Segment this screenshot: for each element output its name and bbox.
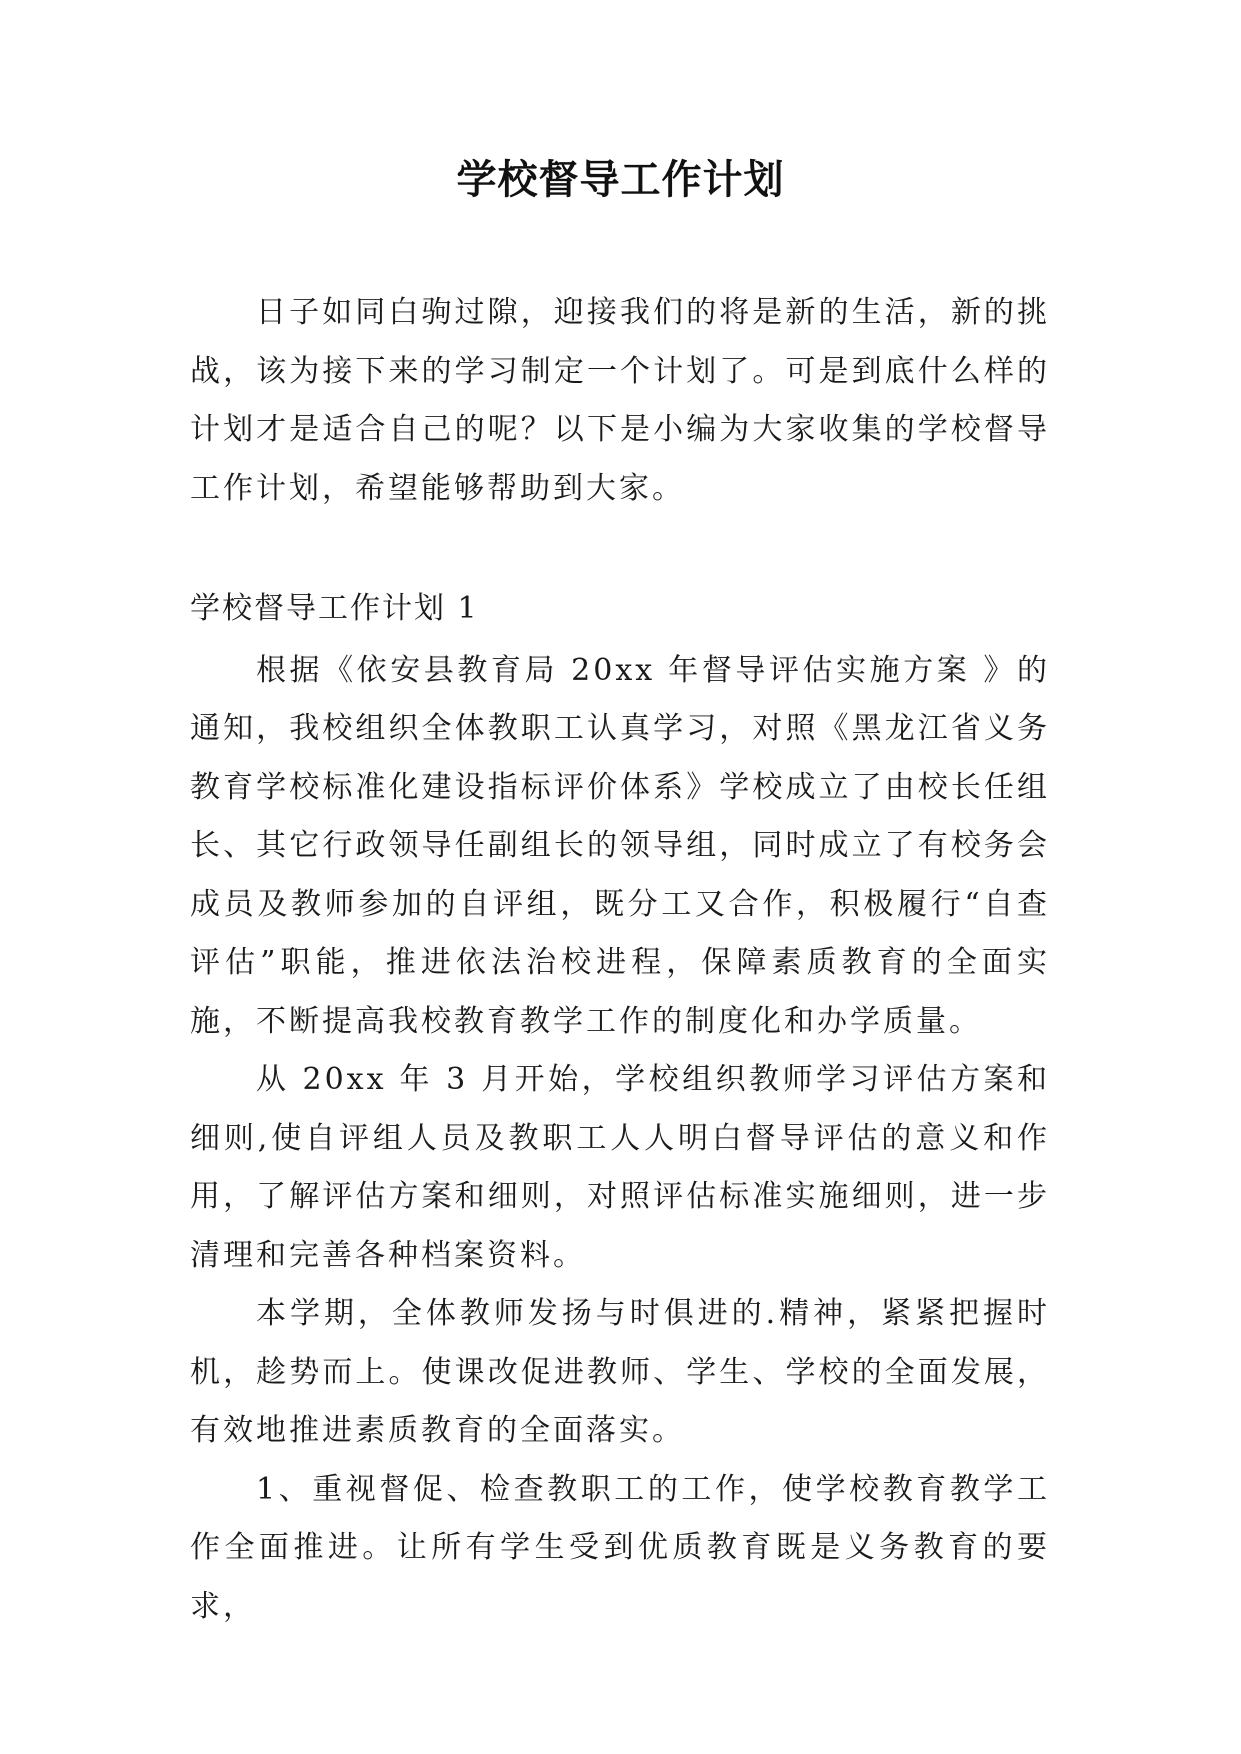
body-paragraph: 本学期，全体教师发扬与时俱进的.精神，紧紧把握时机，趁势而上。使课改促进教师、学生、学校的全面发展，有效地推进素质教育的全面落实。 [190, 1296, 1050, 1448]
intro-block [190, 284, 1050, 518]
intro-paragraph: 日子如同白驹过隙，迎接我们的将是新的生活，新的挑战，该为接下来的学习制定一个计划了。可是到底什么样的计划才是适合自己的呢？以下是小编为大家收集的学校督导工作计划，希望能够帮助到大家。 [190, 295, 1050, 506]
body-paragraph: 根据《依安县教育局 20xx 年督导评估实施方案 》的通知，我校组织全体教职工认真学习，对照《黑龙江省义务教育学校标准化建设指标评价体系》学校成立了由校长任组长、其它行政领导任副组长的领导组，同时成立了有校务会成员及教师参加的自评组，既分工又合作，积极履行“自查评估”职能，推进依法治校进程，保障素质教育的全面实施，不断提高我校教育教学工作的制度化和办学质量。 [190, 652, 1050, 1039]
document-title: 学校督导工作计划 [456, 157, 785, 203]
body-paragraph: 1、重视督促、检查教职工的工作，使学校教育教学工作全面推进。让所有学生受到优质教育既是义务教育的要求， [190, 1471, 1050, 1624]
section-heading: 学校督导工作计划 1 [190, 591, 479, 626]
section-1 [190, 580, 1050, 1636]
body-paragraph: 从 20xx 年 3 月开始，学校组织教师学习评估方案和细则,使自评组人员及教职工人人明白督导评估的意义和作用，了解评估方案和细则，对照评估标准实施细则，进一步清理和完善各种档案资料。 [190, 1062, 1050, 1273]
